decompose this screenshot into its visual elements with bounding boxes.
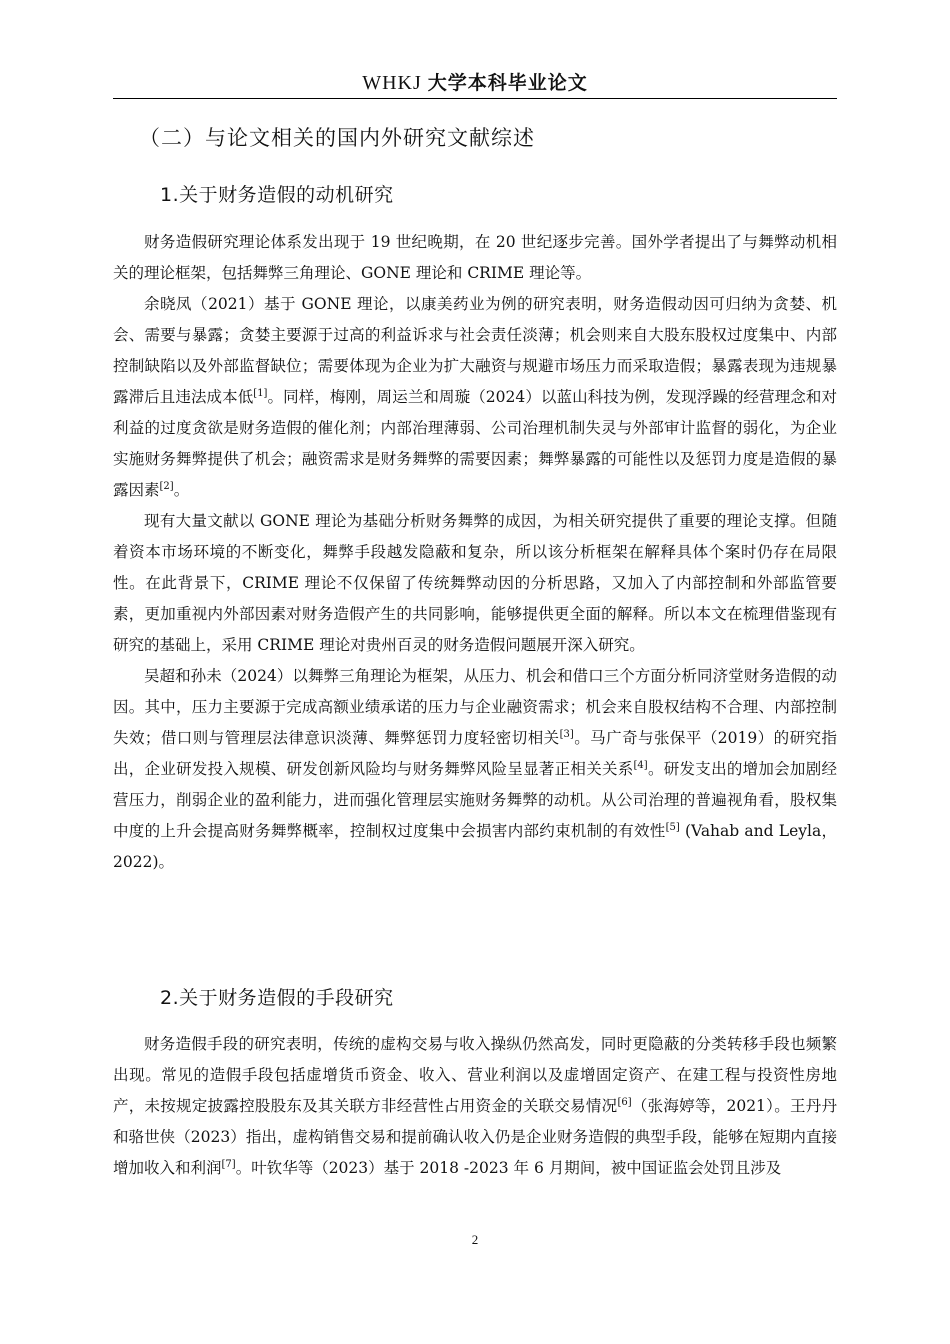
paragraph-text: 现有大量文献以 GONE 理论为基础分析财务舞弊的成因，为相关研究提供了重要的理论支撑。但随着资本市场环境的不断变化，舞弊手段越发隐蔽和复杂，所以该分析框架在解释具体个案时仍存在局限性。在此背景下，CRIME 理论不仅保留了传统舞弊动因的分析思路，又加入了内部控制和外部监管要素，更加重视内外部因素对财务造假产生的共同影响，能够提供更全面的解释。所以本文在梳理借鉴现有研究的基础上，采用 CRIME 理论对贵州百灵的财务造假问题展开深入研究。	[113, 512, 837, 654]
page-number: 2	[471, 1232, 479, 1247]
paragraph-text: （张海婷等，2021）。王丹丹和骆世侠（2023）指出，虚构销售交易和提前确认收入仍是企业财务造假的典型手段，能够在短期内直接增加收入和利润	[113, 1097, 837, 1177]
paragraph-text: 余晓凤（2021）基于 GONE 理论，以康美药业为例的研究表明，财务造假动因可归纳为贪婪、机会、需要与暴露；贪婪主要源于过高的利益诉求与社会责任淡薄；机会则来自大股东股权过度集中、内部控制缺陷以及外部监督缺位；需要体现为企业为扩大融资与规避市场压力而采取造假；暴露表现为违规暴露滞后且违法成本低	[113, 295, 837, 406]
paragraph	[113, 1029, 837, 1184]
header-latin: WHKJ	[362, 72, 422, 94]
paragraph	[113, 661, 837, 878]
paragraph-text: 财务造假研究理论体系发出现于 19 世纪晚期，在 20 世纪逐步完善。国外学者提出了与舞弊动机相关的理论框架，包括舞弊三角理论、GONE 理论和 CRIME 理论等。	[113, 233, 837, 282]
paragraph-text: 财务造假手段的研究表明，传统的虚构交易与收入操纵仍然高发，同时更隐蔽的分类转移手段也频繁出现。常见的造假手段包括虚增货币资金、收入、营业利润以及虚增固定资产、在建工程与投资性房地产，未按规定披露控股股东及其关联方非经营性占用资金的关联交易情况	[113, 1035, 837, 1115]
running-header	[113, 68, 837, 95]
section-title: （二）与论文相关的国内外研究文献综述	[139, 126, 535, 150]
paragraph-text: 。	[173, 481, 190, 499]
paragraph-text: 。叶钦华等（2023）基于 2018 -2023 年 6 月期间，被中国证监会处罚且涉及	[235, 1159, 782, 1177]
citation-ref: [7]	[221, 1159, 236, 1170]
paragraph	[113, 227, 837, 289]
paragraph	[113, 506, 837, 661]
paragraph-text: 吴超和孙未（2024）以舞弊三角理论为框架，从压力、机会和借口三个方面分析同济堂财务造假的动因。其中，压力主要源于完成高额业绩承诺的压力与企业融资需求；机会来自股权结构不合理、内部控制失效；借口则与管理层法律意识淡薄、舞弊惩罚力度轻密切相关	[113, 667, 837, 747]
subsection-1-body	[113, 227, 837, 878]
paragraph-text: 。同样，梅刚，周运兰和周璇（2024）以蓝山科技为例，发现浮躁的经营理念和对利益的过度贪欲是财务造假的催化剂；内部治理薄弱、公司治理机制失灵与外部审计监督的弱化，为企业实施财务舞弊提供了机会；融资需求是财务舞弊的需要因素；舞弊暴露的可能性以及惩罚力度是造假的暴露因素	[113, 388, 837, 499]
citation-ref: [4]	[633, 760, 648, 771]
paragraph-text: 。马广奇与张保平（2019）的研究指出，企业研发投入规模、研发创新风险均与财务舞弊风险呈显著正相关关系	[113, 729, 837, 778]
header-rule	[113, 98, 837, 99]
citation-ref: [1]	[253, 388, 268, 399]
citation-ref: [3]	[559, 729, 574, 740]
paragraph-text: (Vahab and Leyla，2022)。	[113, 822, 837, 871]
header-title: 大学本科毕业论文	[427, 72, 588, 94]
citation-ref: [5]	[665, 822, 680, 833]
subsection-2-title: 2.关于财务造假的手段研究	[160, 987, 394, 1009]
paragraph	[113, 289, 837, 506]
subsection-2-body	[113, 1029, 837, 1184]
citation-ref: [2]	[159, 481, 174, 492]
subsection-1-title: 1.关于财务造假的动机研究	[160, 184, 394, 206]
citation-ref: [6]	[617, 1097, 632, 1108]
paragraph-text: 。研发支出的增加会加剧经营压力，削弱企业的盈利能力，进而强化管理层实施财务舞弊的动机。从公司治理的普遍视角看，股权集中度的上升会提高财务舞弊概率，控制权过度集中会损害内部约束机制的有效性	[113, 760, 837, 840]
